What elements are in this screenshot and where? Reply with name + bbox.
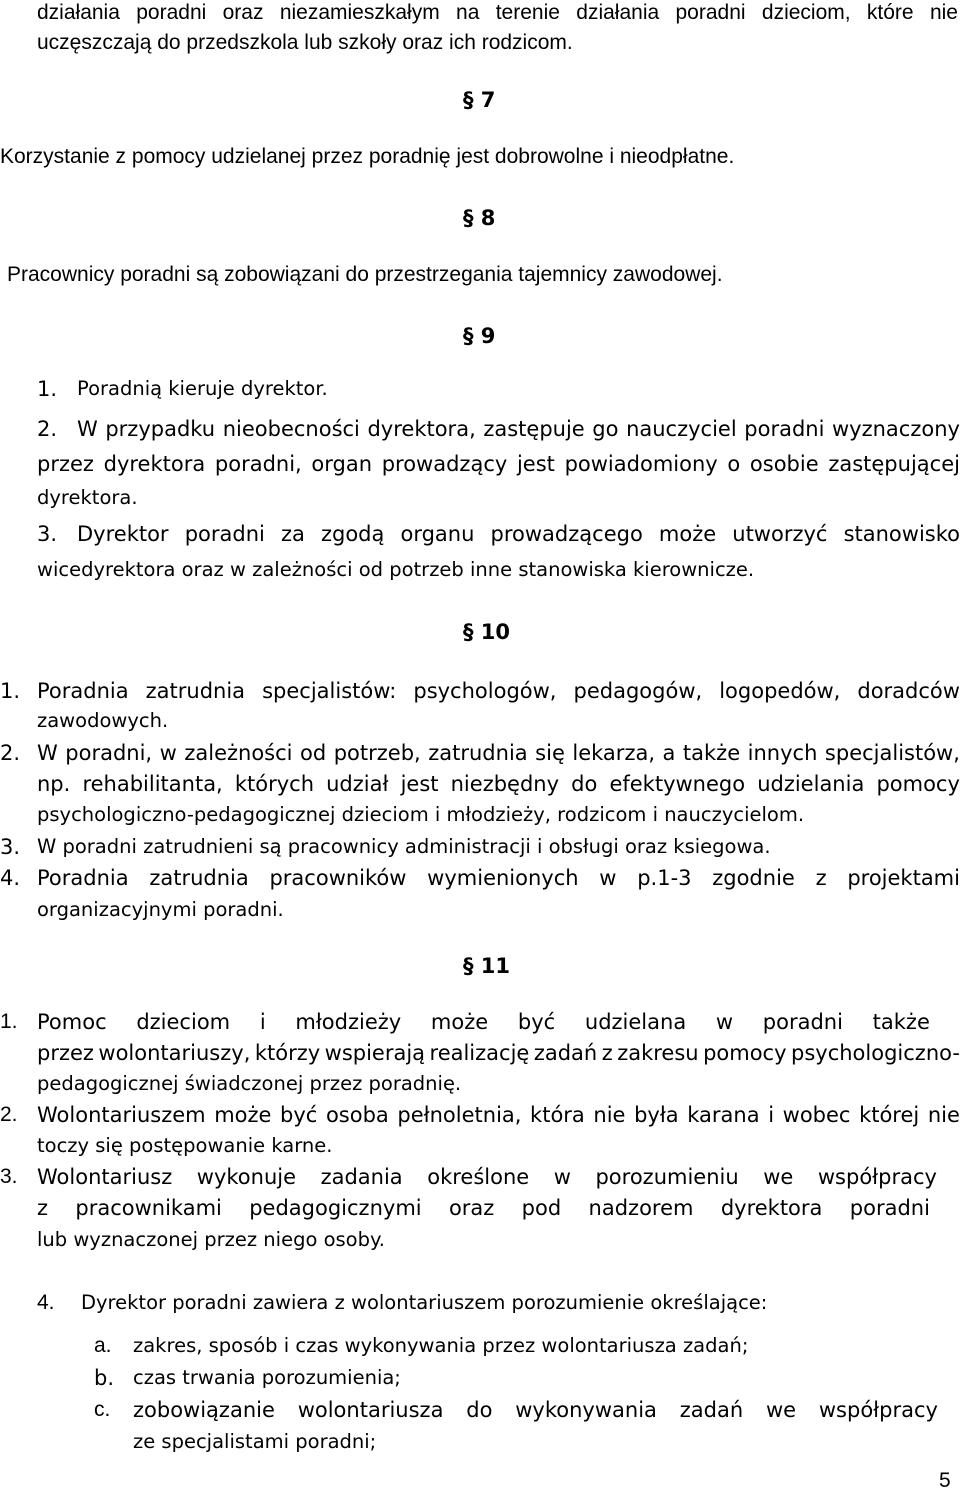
word: może — [658, 522, 717, 546]
word: terenie — [495, 1, 560, 24]
word: np. — [37, 772, 71, 796]
word: Dyrektor — [77, 522, 169, 546]
word: z — [601, 1041, 613, 1065]
word: lekarza, — [572, 741, 656, 765]
word: Poradnia — [37, 866, 129, 890]
word: zatrudnia — [428, 741, 528, 765]
word: przez — [37, 452, 94, 476]
s11-item-1-number: 1. — [0, 1010, 18, 1033]
word: udzielania — [757, 772, 865, 796]
word: pracowników — [269, 866, 407, 890]
section-9-heading: § 9 — [463, 324, 496, 348]
word: wyznaczony — [832, 417, 960, 441]
word: oraz — [448, 1196, 495, 1220]
word: wspierają — [324, 1041, 426, 1065]
word: za — [280, 522, 305, 546]
word: pedagogicznymi — [249, 1196, 422, 1220]
word: przypadku — [105, 417, 216, 441]
word: nie — [927, 1103, 960, 1127]
section-8-heading: § 8 — [463, 206, 496, 230]
s10-item-4-line-1 — [37, 865, 960, 891]
word: w — [599, 866, 617, 890]
word: nieobecności — [222, 417, 360, 441]
word: dzieciom, — [761, 1, 851, 24]
word: jest — [400, 772, 439, 796]
word: może — [214, 1103, 272, 1127]
word: niezamieszkałym — [279, 1, 440, 24]
intro-line-1 — [37, 0, 958, 26]
word: współpracy — [818, 1398, 938, 1422]
s11-item-2-number: 2. — [0, 1103, 18, 1126]
word: nie — [593, 1103, 626, 1127]
s11-item-1-line-2 — [37, 1040, 960, 1066]
word: których — [234, 772, 315, 796]
s11-subitem-c-letter: c. — [94, 1398, 111, 1421]
word: z — [37, 1196, 49, 1220]
s11-subitem-b-letter: b. — [94, 1366, 115, 1390]
s11-item-3-line-1 — [37, 1164, 937, 1190]
s11-item-1-line-3: pedagogicznej świadczonej przez poradnię. — [37, 1072, 462, 1095]
word: zadania — [320, 1165, 403, 1189]
word: była — [634, 1103, 679, 1127]
word: które — [866, 1, 914, 24]
word: zatrudnia — [145, 679, 246, 703]
s10-item-4-line-2: organizacyjnymi poradni. — [37, 898, 284, 921]
word: wykonywania — [515, 1398, 657, 1422]
word: zgodą — [320, 522, 385, 546]
word: poradni — [675, 1, 746, 24]
s10-item-2-line-1 — [37, 740, 960, 766]
section-10-heading: § 10 — [463, 620, 511, 644]
section-7-heading: § 7 — [463, 88, 496, 112]
s11-item-1-line-1 — [37, 1009, 930, 1035]
s11-item-3-line-2 — [37, 1195, 930, 1221]
word: organu — [400, 522, 475, 546]
word: go — [592, 417, 619, 441]
word: pod — [521, 1196, 562, 1220]
word: wykonuje — [196, 1165, 297, 1189]
word: pełnoletnia, — [397, 1103, 522, 1127]
word: innych — [747, 741, 818, 765]
s9-item-2-line-1 — [77, 416, 960, 442]
s11-subitem-b-text: czas trwania porozumienia; — [133, 1366, 401, 1389]
s11-item-2-line-2: toczy się postępowanie karne. — [37, 1134, 333, 1157]
s9-item-3-line-1 — [77, 521, 960, 547]
word: wymienionych — [427, 866, 579, 890]
word: do — [466, 1398, 493, 1422]
word: prowadzącego — [490, 522, 643, 546]
word: wolontariusza — [297, 1398, 444, 1422]
word: powiadomiony — [564, 452, 718, 476]
word: niezbędny — [450, 772, 560, 796]
word: młodzieży — [295, 1010, 402, 1034]
word: i — [259, 1010, 266, 1034]
word: przez — [37, 1041, 94, 1065]
word: wolontariuszy, — [98, 1041, 251, 1065]
word: pracownikami — [75, 1196, 222, 1220]
intro-line-2: uczęszczają do przedszkola lub szkoły oraz ich rodzicom. — [37, 31, 573, 54]
word: nauczyciel — [626, 417, 737, 441]
word: organ — [311, 452, 373, 476]
word: wobec — [782, 1103, 851, 1127]
word: p.1-3 — [637, 866, 692, 890]
word: nadzorem — [588, 1196, 694, 1220]
s10-item-3-number: 3. — [0, 835, 21, 859]
word: pedagogów, — [573, 679, 703, 703]
word: poradni, — [65, 741, 153, 765]
word: specjalistów: — [262, 679, 397, 703]
word: określone — [427, 1165, 530, 1189]
s10-item-4-number: 4. — [0, 866, 21, 890]
s9-item-2-line-3: dyrektora. — [37, 486, 138, 509]
word: zatrudnia — [149, 866, 249, 890]
word: Pomoc — [37, 1010, 107, 1034]
word: działania — [576, 1, 660, 24]
word: być — [280, 1103, 318, 1127]
word: W — [37, 741, 58, 765]
page-number: 5 — [939, 1469, 951, 1492]
word: w — [715, 1010, 734, 1034]
word: we — [763, 1165, 794, 1189]
word: porozumieniu — [595, 1165, 739, 1189]
word: poradni — [184, 522, 265, 546]
word: zadań — [679, 1398, 744, 1422]
word: stanowisko — [843, 522, 960, 546]
word: zgodnie — [712, 866, 795, 890]
s9-item-3-line-2: wicedyrektora oraz w zależności od potrzeb inne stanowiska kierownicze. — [37, 558, 755, 581]
word: poradni — [136, 1, 207, 24]
s11-item-4-text: Dyrektor poradni zawiera z wolontariuszem porozumienie określające: — [81, 1291, 768, 1314]
word: z — [815, 866, 827, 890]
word: której — [859, 1103, 920, 1127]
s10-item-2-line-3: psychologiczno-pedagogicznej dzieciom i młodzieży, rodzicom i nauczycielom. — [37, 803, 805, 826]
word: także — [682, 741, 741, 765]
word: zakresu — [617, 1041, 699, 1065]
word: rehabilitanta, — [82, 772, 223, 796]
word: osoba — [325, 1103, 389, 1127]
s11-item-3-number: 3. — [0, 1165, 18, 1188]
word: o — [727, 452, 741, 476]
s11-item-3-line-3: lub wyznaczonej przez niego osoby. — [37, 1228, 385, 1251]
section-8-text: Pracownicy poradni są zobowiązani do przestrzegania tajemnicy zawodowej. — [7, 263, 723, 286]
word: poradni — [849, 1196, 930, 1220]
s10-item-3-text: W poradni zatrudnieni są pracownicy administracji i obsługi oraz ksiegowa. — [37, 835, 771, 858]
s9-item-1-text: Poradnią kieruje dyrektor. — [77, 377, 328, 400]
word: W — [77, 417, 98, 441]
word: Poradnia — [37, 679, 129, 703]
word: oraz — [222, 1, 264, 24]
word: w — [159, 741, 177, 765]
word: dzieciom — [136, 1010, 231, 1034]
word: karana — [687, 1103, 760, 1127]
word: poradni — [762, 1010, 843, 1034]
s9-item-3-number: 3. — [37, 522, 58, 546]
word: poradni — [744, 417, 825, 441]
s10-item-1-line-2: zawodowych. — [37, 709, 169, 732]
word: dyrektora, — [367, 417, 476, 441]
word: efektywnego — [609, 772, 746, 796]
word: doradców — [857, 679, 960, 703]
word: nie — [929, 1, 958, 24]
s10-item-2-line-2 — [37, 771, 960, 797]
s11-item-2-line-1 — [37, 1102, 960, 1128]
word: potrzeb, — [333, 741, 421, 765]
s9-item-2-number: 2. — [37, 417, 58, 441]
word: realizację — [429, 1041, 530, 1065]
s10-item-1-line-1 — [37, 678, 960, 704]
s9-item-2-line-2 — [37, 451, 960, 477]
word: psychologów, — [413, 679, 557, 703]
word: zależności — [184, 741, 293, 765]
word: prowadzący — [381, 452, 508, 476]
word: specjalistów, — [824, 741, 960, 765]
word: być — [517, 1010, 556, 1034]
word: a — [662, 741, 676, 765]
s11-subitem-c-line-1 — [133, 1397, 938, 1423]
word: także — [872, 1010, 930, 1034]
word: zastępującej — [828, 452, 960, 476]
word: dyrektora — [720, 1196, 823, 1220]
word: jest — [516, 452, 555, 476]
word: którzy — [254, 1041, 321, 1065]
word: która — [530, 1103, 585, 1127]
word: dyrektora — [103, 452, 206, 476]
s10-item-1-number: 1. — [0, 679, 21, 703]
word: zadań — [533, 1041, 598, 1065]
word: działania — [37, 1, 120, 24]
word: współpracy — [817, 1165, 937, 1189]
section-11-heading: § 11 — [463, 954, 511, 978]
word: Wolontariuszem — [37, 1103, 206, 1127]
word: zobowiązanie — [133, 1398, 275, 1422]
word: zastępuje — [483, 417, 585, 441]
word: osobie — [749, 452, 819, 476]
s11-subitem-a-text: zakres, sposób i czas wykonywania przez wolontariusza zadań; — [133, 1334, 749, 1357]
s11-subitem-a-letter: a. — [94, 1334, 112, 1357]
section-7-text: Korzystanie z pomocy udzielanej przez poradnię jest dobrowolne i nieodpłatne. — [0, 145, 735, 168]
word: pomocy — [876, 772, 960, 796]
word: psychologiczno- — [791, 1041, 960, 1065]
word: w — [553, 1165, 571, 1189]
word: pomocy — [703, 1041, 787, 1065]
word: we — [765, 1398, 797, 1422]
s11-subitem-c-line-2: ze specjalistami poradni; — [133, 1430, 377, 1453]
word: może — [430, 1010, 489, 1034]
s10-item-2-number: 2. — [0, 741, 21, 765]
word: logopedów, — [719, 679, 841, 703]
s9-item-1-number: 1. — [37, 377, 58, 401]
word: utworzyć — [732, 522, 828, 546]
word: i — [768, 1103, 775, 1127]
word: się — [535, 741, 565, 765]
word: poradni, — [214, 452, 302, 476]
word: udział — [326, 772, 389, 796]
word: projektami — [847, 866, 960, 890]
word: na — [456, 1, 480, 24]
word: od — [300, 741, 327, 765]
word: udzielana — [584, 1010, 687, 1034]
s11-item-4-number: 4. — [37, 1291, 55, 1314]
word: Wolontariusz — [37, 1165, 173, 1189]
word: do — [571, 772, 598, 796]
